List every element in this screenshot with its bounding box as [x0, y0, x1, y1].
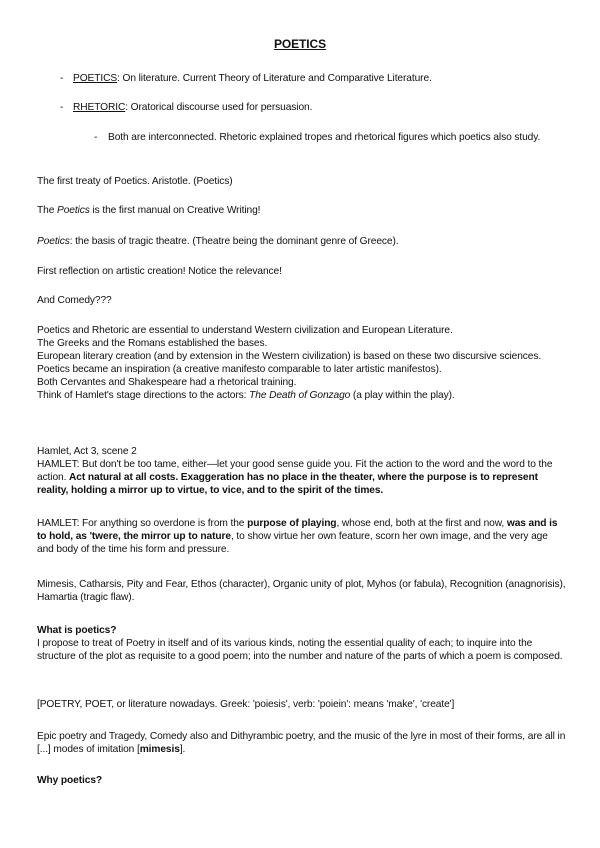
text-span: , whose end, both at the first and now,	[336, 518, 507, 529]
bullet-text: : Oratorical discourse used for persuasion.	[125, 102, 313, 113]
text-span: HAMLET: But don't be too tame, either—let your good sense guide you. Fit the action to the word and the word to the action.	[37, 459, 553, 483]
bullet-dash: -	[60, 102, 64, 113]
hamlet-quote-2	[37, 517, 567, 556]
bullet-text: : On literature. Current Theory of Literature and Comparative Literature.	[117, 73, 432, 84]
paragraph-comedy: And Comedy???	[37, 295, 112, 306]
bullet-dash: -	[60, 73, 64, 84]
italic-span: Poetics	[37, 236, 70, 247]
text-line	[37, 389, 567, 402]
bold-span: Act natural at all costs. Exaggeration has no place in the theater, where the purpose is to represent reality, holding a mirror up to virtue, to vice, and to the spirit of the times.	[37, 472, 538, 496]
text-line: Both Cervantes and Shakespeare had a rhetorical training.	[37, 377, 297, 388]
bold-span: purpose of playing	[247, 518, 337, 529]
paragraph-essential	[37, 324, 567, 402]
text-span: Think of Hamlet's stage directions to the actors:	[37, 390, 250, 401]
text-line: European literary creation (and by extension in the Western civilization) is based on these two discursive sciences.	[37, 351, 542, 362]
quote-text	[37, 458, 567, 497]
paragraph-epic	[37, 730, 567, 756]
section-heading-why: Why poetics?	[37, 775, 103, 786]
text-span: , to show virtue her own feature, scorn her own image, and the very age and body of the time his form and pressure.	[37, 531, 548, 555]
bullet-term: POETICS	[73, 73, 118, 84]
scene-reference: Hamlet, Act 3, scene 2	[37, 446, 137, 457]
text-span: (a play within the play).	[350, 390, 455, 401]
text-span: : the basis of tragic theatre. (Theatre being the dominant genre of Greece).	[69, 236, 399, 247]
sub-bullet-text: Both are interconnected. Rhetoric explained tropes and rhetorical figures which poetics also study.	[108, 132, 541, 143]
text-line: The Greeks and the Romans established the bases.	[37, 338, 268, 349]
text-span: The	[37, 205, 57, 216]
paragraph-basis	[37, 235, 567, 248]
paragraph-greek: [POETRY, POET, or literature nowadays. Greek: 'poiesis', verb: 'poiein': means 'make', 'create']	[37, 699, 455, 710]
hamlet-quote-1	[37, 445, 567, 497]
paragraph-reflection: First reflection on artistic creation! Notice the relevance!	[37, 266, 282, 277]
text-span: is the first manual on Creative Writing!	[89, 205, 261, 216]
text-span: ].	[179, 744, 186, 755]
text-line: Poetics became an inspiration (a creative manifesto comparable to later artistic manifestos).	[37, 364, 442, 375]
text-line: Poetics and Rhetoric are essential to understand Western civilization and European Literature.	[37, 325, 453, 336]
italic-span: The Death of Gonzago	[249, 390, 351, 401]
italic-span: Poetics	[57, 205, 90, 216]
page-title: POETICS	[274, 37, 326, 51]
sub-bullet-dash: -	[94, 132, 98, 143]
section-what-is-poetics	[37, 624, 567, 663]
paragraph-mimesis: Mimesis, Catharsis, Pity and Fear, Ethos (character), Organic unity of plot, Myhos (or fabula), Recognition (anagnorisis), Hamartia (tragic flaw).	[37, 579, 566, 603]
bullet-poetics	[73, 72, 553, 85]
bold-span: mimesis	[139, 744, 180, 755]
section-text: I propose to treat of Poetry in itself and of its various kinds, noting the essential quality of each; to inquire into the structure of the plot as requisite to a good poem; into the number and nature of the parts of which a poem is composed.	[37, 638, 563, 662]
bullet-rhetoric	[73, 101, 553, 114]
text-span: HAMLET: For anything so overdone is from the	[37, 518, 248, 529]
bullet-term: RHETORIC	[73, 102, 126, 113]
paragraph-manual	[37, 204, 567, 217]
text-span: Epic poetry and Tragedy, Comedy also and Dithyrambic poetry, and the music of the lyre in most of their forms, are all in [...] modes of imitation [	[37, 731, 566, 755]
paragraph-first-treaty: The first treaty of Poetics. Aristotle. (Poetics)	[37, 176, 233, 187]
bold-span: was and is to hold, as 'twere, the mirror up to nature	[37, 518, 558, 542]
section-heading: What is poetics?	[37, 625, 117, 636]
